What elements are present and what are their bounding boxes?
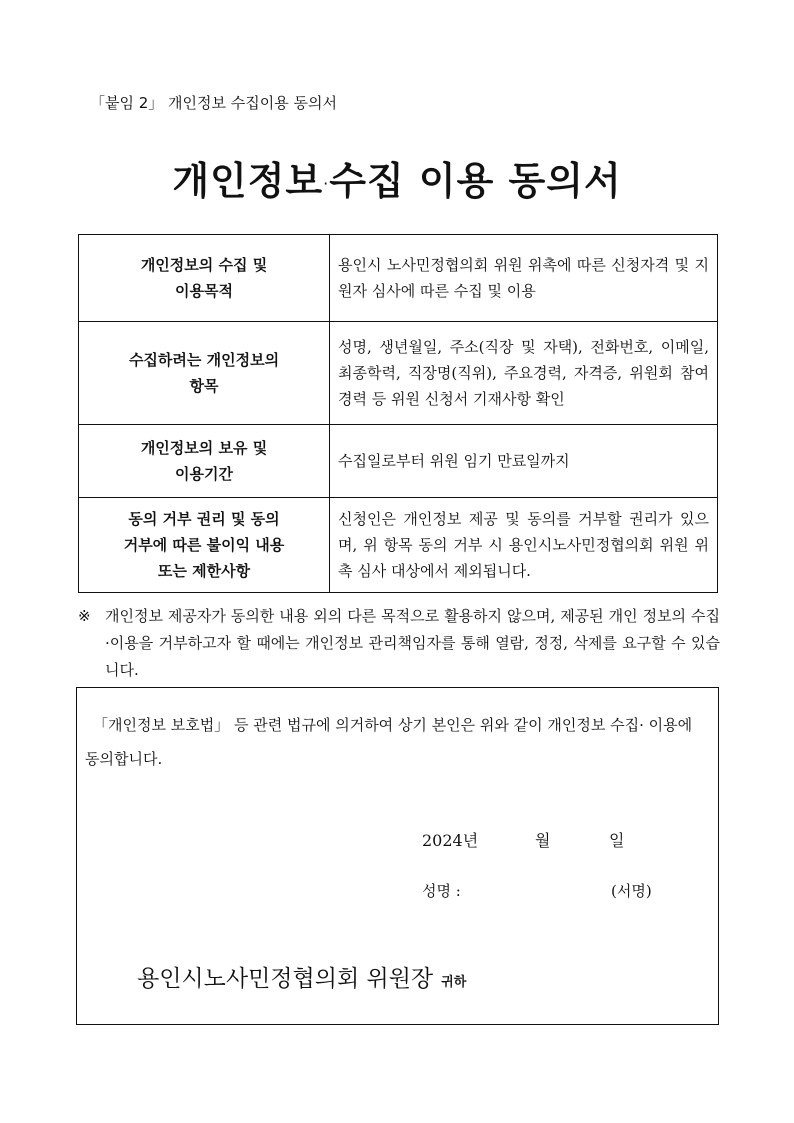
row-heading-line: 이용기간 (175, 465, 233, 483)
title-part2: 수집 이용 동의서 (329, 159, 622, 203)
row-heading-retention (79, 425, 330, 498)
table-row (79, 425, 718, 498)
signature-label: (서명) (611, 882, 652, 900)
consent-box (76, 687, 719, 1025)
title-part1: 개인정보 (172, 159, 324, 203)
row-heading-line: 개인정보의 수집 및 (140, 256, 268, 274)
recipient (137, 960, 466, 993)
note-text: 개인정보 제공자가 동의한 내용 외의 다른 목적으로 활용하지 않으며, 제공된 개인 정보의 수집·이용을 거부하고자 할 때에는 개인정보 관리책임자를 통해 열람, 정정, 삭제를 요구할 수 있습니다. (105, 607, 720, 679)
consent-statement: 「개인정보 보호법」 등 관련 법규에 의거하여 상기 본인은 위와 같이 개인정보 수집· 이용에 동의합니다. (85, 716, 693, 768)
table-row (79, 322, 718, 425)
consent-info-table (78, 234, 718, 593)
row-heading-line: 수집하려는 개인정보의 (128, 351, 280, 369)
row-heading-line: 이용목적 (175, 282, 233, 300)
table-row (79, 498, 718, 593)
privacy-note (78, 603, 720, 684)
date-year: 2024년 (422, 831, 479, 850)
title-separator: · (323, 174, 330, 193)
recipient-honorific: 귀하 (441, 975, 467, 990)
attachment-label: 「붙임 2」 개인정보 수집이용 동의서 (90, 94, 337, 112)
row-heading-line: 동의 거부 권리 및 동의 (128, 510, 280, 528)
recipient-name: 용인시노사민정협의회 위원장 (137, 966, 434, 992)
row-heading-line: 개인정보의 보유 및 (140, 439, 268, 457)
row-heading-line: 또는 제한사항 (157, 562, 251, 580)
date-month: 월 (535, 831, 551, 850)
row-content-purpose: 용인시 노사민정협의회 위원 위촉에 따른 신청자격 및 지원자 심사에 따른 수집 및 이용 (330, 235, 718, 322)
row-heading-line: 항목 (189, 377, 219, 395)
row-content-items: 성명, 생년월일, 주소(직장 및 자택), 전화번호, 이메일, 최종학력, 직장명(직위), 주요경력, 자격증, 위원회 참여경력 등 위원 신청서 기재사항 확인 (330, 322, 718, 425)
row-content-retention: 수집일로부터 위원 임기 만료일까지 (330, 425, 718, 498)
table-row (79, 235, 718, 322)
name-label: 성명 : (422, 882, 461, 900)
page-title (0, 150, 794, 205)
row-heading-line: 거부에 따른 불이익 내용 (123, 536, 285, 554)
row-heading-items (79, 322, 330, 425)
reference-mark: ※ (78, 607, 91, 625)
date-day: 일 (609, 831, 625, 850)
row-heading-purpose (79, 235, 330, 322)
row-content-refusal: 신청인은 개인정보 제공 및 동의를 거부할 권리가 있으며, 위 항목 동의 거부 시 용인시노사민정협의회 위원 위촉 심사 대상에서 제외됩니다. (330, 498, 718, 593)
row-heading-refusal (79, 498, 330, 593)
